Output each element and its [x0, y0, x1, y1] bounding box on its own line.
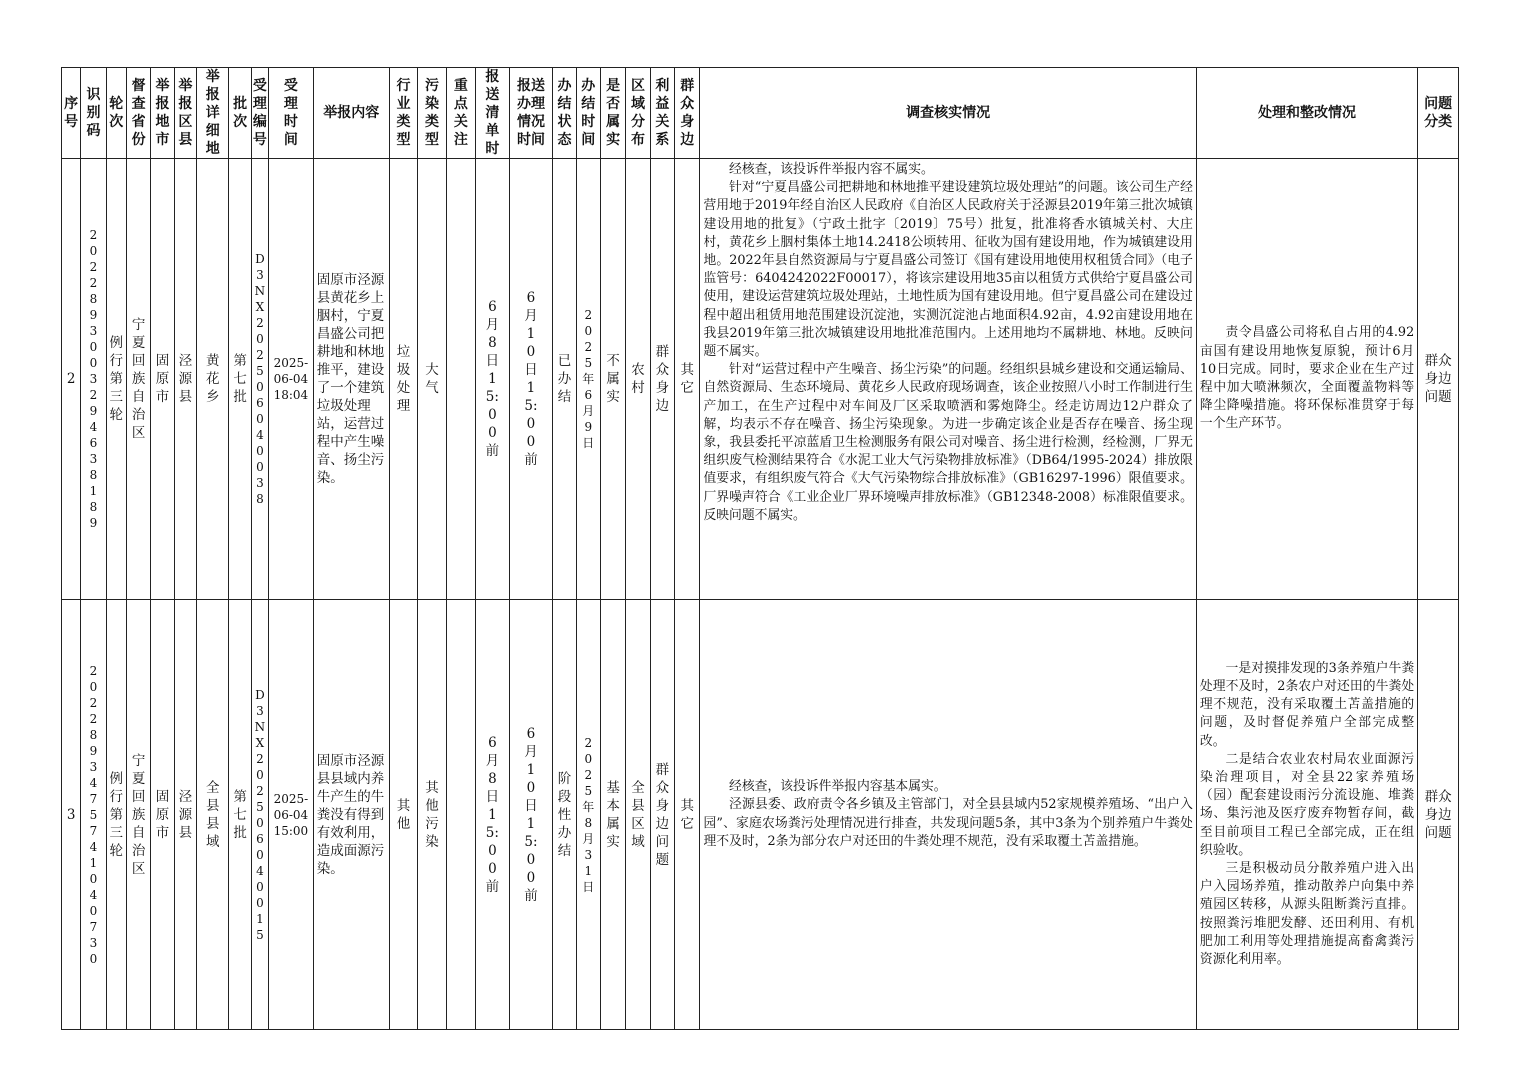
cell-focus	[446, 159, 475, 600]
cell-focus	[446, 600, 475, 1030]
cell-region: 农村	[626, 159, 650, 600]
investigation-paragraph: 针对“宁夏昌盛公司把耕地和林地推平建设建筑垃圾处理站”的问题。该公司生产经营用地于2019年经自治区人民政府《自治区人民政府关于泾源县2019年第三批次城镇建设用地的批复》（宁政土批字〔2019〕75号）批复，批准将香水镇城关村、大庄村，黄花乡上胭村集体土地14.2418公顷转用、征收为国有建设用地，作为城镇建设用地。2022年县自然资源局与宁夏昌盛公司签订《国有建设用地使用权租赁合同》（电子监管号：6404242022F00017），将该宗建设用地35亩以租赁方式供给宁夏昌盛公司使用，建设运营建筑垃圾处理站，土地性质为国有建设用地。但宁夏昌盛公司在建设过程中超出租赁用地范围建设沉淀池，实测沉淀池占地面积4.92亩，4.92亩建设用地在我县2019年第三批次城镇建设用地批准范围内。上述用地均不属耕地、林地。反映问题不属实。	[703, 180, 1193, 360]
cell-seq: 3	[62, 600, 81, 1030]
cell-pollution: 大气	[418, 159, 446, 600]
cell-handling	[1196, 159, 1417, 600]
header-status: 办结状态	[553, 68, 576, 159]
complaint-table	[61, 67, 1459, 1030]
cell-accept-time: 2025-06-04 15:00	[269, 600, 314, 1030]
cell-seq: 2	[62, 159, 81, 600]
cell-address: 全县县域	[196, 600, 228, 1030]
handling-paragraph: 三是积极动员分散养殖户进入出户入园场养殖，推动散养户向集中养殖园区转移，从源头阻断粪污直排。按照粪污堆肥发酵、还田利用、有机肥加工利用等处理措施提高畜禽粪污资源化利用率。	[1199, 861, 1415, 968]
cell-category: 群众身边问题	[1418, 600, 1459, 1030]
handling-paragraph: 一是对摸排发现的3条养殖户牛粪处理不及时，2条农户对还田的牛粪处理不规范，没有采取覆土苫盖措施的问题，及时督促养殖户全部完成整改。	[1199, 660, 1415, 749]
cell-submit-handle-time: 6月10日15:00前	[509, 600, 553, 1030]
header-seq: 序号	[62, 68, 81, 159]
header-submit-handle: 报送办理情况时间	[509, 68, 553, 159]
cell-region: 全县区域	[626, 600, 650, 1030]
cell-investigation	[700, 600, 1196, 1030]
header-handling: 处理和整改情况	[1196, 68, 1417, 159]
cell-accept-time: 2025-06-04 18:04	[269, 159, 314, 600]
investigation-paragraph: 经核查，该投诉件举报内容不属实。	[729, 162, 934, 177]
header-accept-time: 受理时间	[269, 68, 314, 159]
cell-status: 已办结	[553, 159, 576, 600]
cell-batch: 第七批	[229, 600, 251, 1030]
header-region: 区域分布	[626, 68, 650, 159]
cell-handling	[1196, 600, 1417, 1030]
header-submit-list: 报送清单时	[476, 68, 510, 159]
header-public-side: 群众身边	[675, 68, 700, 159]
header-content: 举报内容	[313, 68, 389, 159]
header-county: 举报区县	[174, 68, 196, 159]
handling-paragraph: 二是结合农业农村局农业面源污染治理项目，对全县22家养殖场（园）配套建设雨污分流设施、堆粪场、集污池及医疗废弃物暂存间，截至目前项目工程已全部完成，正在组织验收。	[1199, 751, 1415, 858]
cell-county: 泾源县	[174, 159, 196, 600]
header-finish-time: 办结时间	[576, 68, 600, 159]
cell-public-side: 其它	[675, 600, 700, 1030]
cell-interest: 群众身边问题	[650, 600, 674, 1030]
header-pollution: 污染类型	[418, 68, 446, 159]
investigation-paragraph: 经核查，该投诉件举报内容基本属实。	[729, 779, 947, 795]
header-industry: 行业类型	[389, 68, 417, 159]
cell-city: 固原市	[151, 159, 174, 600]
cell-finish-time: 2025年6月9日	[576, 159, 600, 600]
header-address: 举报详细地	[196, 68, 228, 159]
cell-code: 20228934757410407 30	[81, 600, 106, 1030]
cell-submit-handle-time: 6月10日15:00前	[509, 159, 553, 600]
cell-county: 泾源县	[174, 600, 196, 1030]
handling-paragraph: 责令昌盛公司将私自占用的4.92亩国有建设用地恢复原貌，预计6月10日完成。同时，要求企业在生产过程中加大喷淋频次，全面覆盖物料等降尘降噪措施。将环保标准贯穿于每一个生产环节。	[1199, 325, 1415, 432]
table-row	[62, 159, 1459, 600]
cell-province: 宁夏回族自治区	[126, 159, 150, 600]
cell-submit-list-time: 6月8日15:00前	[476, 159, 510, 600]
cell-accept-no: D3NX20250604001 5	[251, 600, 268, 1030]
cell-content: 固原市泾源县黄花乡上胭村，宁夏昌盛公司把耕地和林地推平，建设了一个建筑垃圾处理站，运营过程中产生噪音、扬尘污染。	[313, 159, 389, 600]
cell-category: 群众身边问题	[1418, 159, 1459, 600]
header-focus: 重点关注	[446, 68, 475, 159]
cell-city: 固原市	[151, 600, 174, 1030]
cell-province: 宁夏回族自治区	[126, 600, 150, 1030]
header-interest: 利益关系	[650, 68, 674, 159]
cell-interest: 群众身边	[650, 159, 674, 600]
cell-round: 例行第三轮	[106, 600, 126, 1030]
header-row	[62, 68, 1459, 159]
cell-round: 例行第三轮	[106, 159, 126, 600]
cell-truth: 基本属实	[600, 600, 625, 1030]
cell-code: 20228930032946381 89	[81, 159, 106, 600]
header-code: 识别码	[81, 68, 106, 159]
cell-batch: 第七批	[229, 159, 251, 600]
cell-investigation	[700, 159, 1196, 600]
investigation-paragraph: 针对“运营过程中产生噪音、扬尘污染”的问题。经组织县城乡建设和交通运输局、自然资源局、生态环境局、黄花乡人民政府现场调查，该企业按照八小时工作制进行生产加工，在生产过程中对车间及厂区采取喷洒和雾炮降尘。经走访周边12户群众了解，均表示不存在噪音、扬尘污染现象。为进一步确定该企业是否存在噪音、扬尘现象，我县委托平凉蓝盾卫生检测服务有限公司对噪音、扬尘进行检测，经检测，厂界无组织废气检测结果符合《水泥工业大气污染物排放标准》（DB64/1995-2024）排放限值要求，有组织废气符合《大气污染物综合排放标准》（GB16297-1996）限值要求。厂界噪声符合《工业企业厂界环境噪声排放标准》（GB12348-2008）标准限值要求。反映问题不属实。	[703, 362, 1193, 523]
cell-finish-time: 2025年8月31日	[576, 600, 600, 1030]
cell-submit-list-time: 6月8日15:00前	[476, 600, 510, 1030]
header-province: 督查省份	[126, 68, 150, 159]
cell-status: 阶段性办结	[553, 600, 576, 1030]
header-category: 问题分类	[1418, 68, 1459, 159]
header-truth: 是否属实	[600, 68, 625, 159]
header-city: 举报地市	[151, 68, 174, 159]
header-batch: 批次	[229, 68, 251, 159]
table-row	[62, 600, 1459, 1030]
cell-content: 固原市泾源县县域内养牛产生的牛粪没有得到有效利用，造成面源污染。	[313, 600, 389, 1030]
cell-truth: 不属实	[600, 159, 625, 600]
cell-address: 黄花乡	[196, 159, 228, 600]
cell-industry: 垃圾处理	[389, 159, 417, 600]
header-investigation: 调查核实情况	[700, 68, 1196, 159]
cell-industry: 其他	[389, 600, 417, 1030]
cell-public-side: 其它	[675, 159, 700, 600]
cell-accept-no: D3NX20250604003 8	[251, 159, 268, 600]
header-round: 轮次	[106, 68, 126, 159]
header-accept-no: 受理编号	[251, 68, 268, 159]
investigation-paragraph: 泾源县委、政府责令各乡镇及主管部门，对全县县域内52家规模养殖场、“出户入园”、家庭农场粪污处理情况进行排查，共发现问题5条，其中3条为个别养殖户牛粪处理不及时，2条为部分农户对还田的牛粪处理不规范，没有采取覆土苫盖措施。	[703, 797, 1193, 849]
cell-pollution: 其他污染	[418, 600, 446, 1030]
